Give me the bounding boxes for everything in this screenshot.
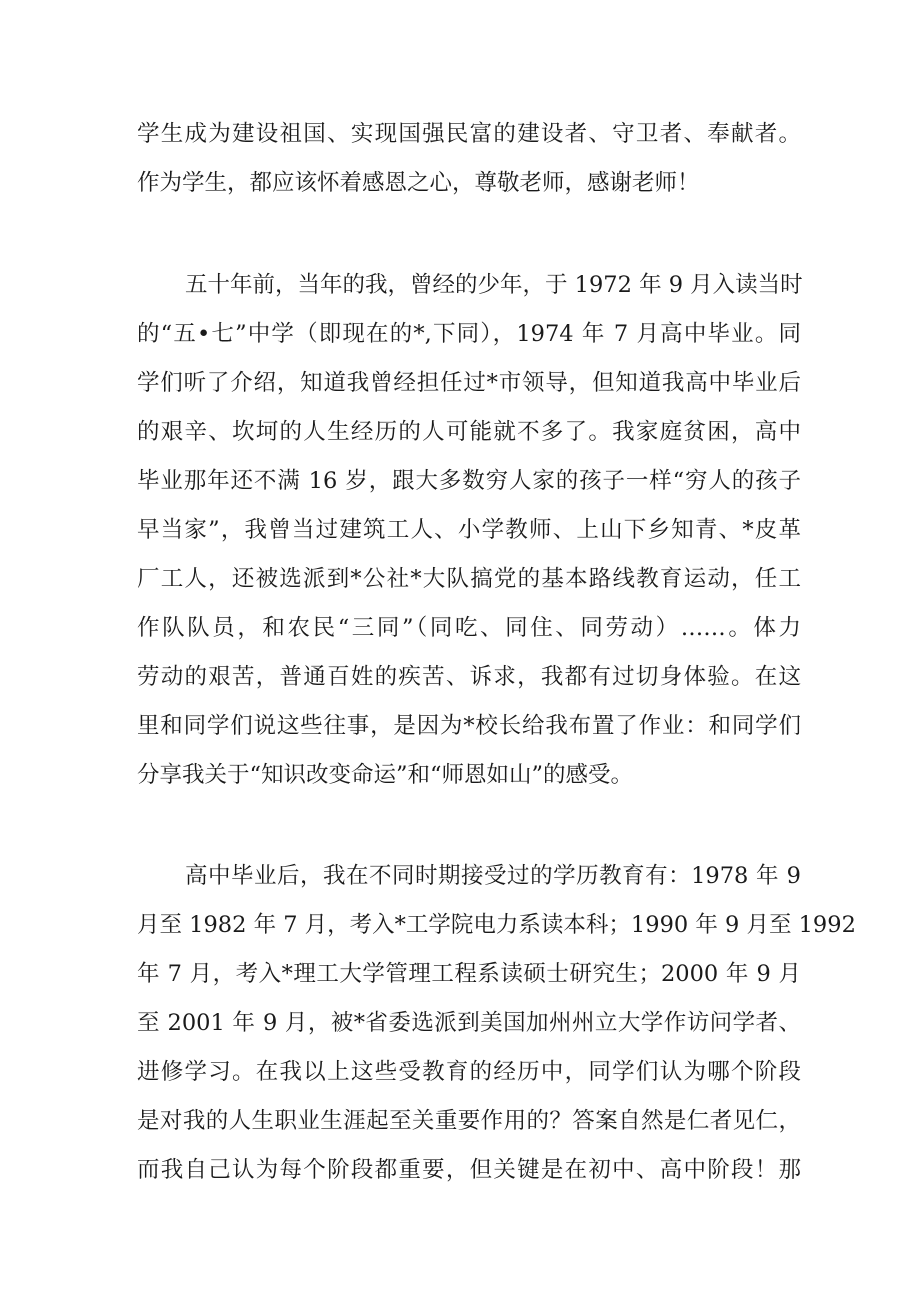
- paragraph-2-line-9: 劳动的艰苦，普通百姓的疾苦、诉求，我都有过切身体验。在这: [137, 664, 801, 690]
- paragraph-3-line-2: 月至 1982 年 7 月，考入*工学院电力系读本科；1990 年 9 月至 1992: [137, 912, 856, 938]
- paragraph-1-line-2: 作为学生，都应该怀着感恩之心，尊敬老师，感谢老师！: [137, 170, 700, 196]
- paragraph-3-line-4: 至 2001 年 9 月，被*省委选派到美国加州州立大学作访问学者、: [137, 1010, 801, 1036]
- paragraph-2-line-6: 早当家”，我曾当过建筑工人、小学教师、上山下乡知青、*皮革: [137, 517, 801, 543]
- paragraph-3-line-1: 高中毕业后，我在不同时期接受过的学历教育有：1978 年 9: [185, 863, 801, 889]
- paragraph-3-line-7: 而我自己认为每个阶段都重要，但关键是在初中、高中阶段！那: [137, 1157, 801, 1183]
- paragraph-2-line-10: 里和同学们说这些往事，是因为*校长给我布置了作业：和同学们: [137, 713, 801, 739]
- paragraph-3-line-3: 年 7 月，考入*理工大学管理工程系读硕士研究生；2000 年 9 月: [137, 961, 801, 987]
- paragraph-3-line-6: 是对我的人生职业生涯起至关重要作用的？答案自然是仁者见仁，: [137, 1108, 801, 1134]
- paragraph-3-line-5: 进修学习。在我以上这些受教育的经历中，同学们认为哪个阶段: [137, 1059, 801, 1085]
- paragraph-2-line-5: 毕业那年还不满 16 岁，跟大多数穷人家的孩子一样“穷人的孩子: [137, 468, 801, 494]
- paragraph-2-line-7: 厂工人，还被选派到*公社*大队搞党的基本路线教育运动，任工: [137, 566, 801, 592]
- paragraph-2-line-1: 五十年前，当年的我，曾经的少年，于 1972 年 9 月入读当时: [185, 272, 803, 298]
- paragraph-2-line-8: 作队队员，和农民“三同”（同吃、同住、同劳动）……。体力: [137, 615, 801, 641]
- paragraph-2-line-2: 的“五•七”中学（即现在的*,下同），1974 年 7 月高中毕业。同: [137, 321, 801, 347]
- paragraph-1-line-1: 学生成为建设祖国、实现国强民富的建设者、守卫者、奉献者。: [137, 121, 801, 147]
- paragraph-2-line-11: 分享我关于“知识改变命运”和“师恩如山”的感受。: [137, 762, 634, 788]
- paragraph-2-line-4: 的艰辛、坎坷的人生经历的人可能就不多了。我家庭贫困，高中: [137, 419, 801, 445]
- paragraph-2-line-3: 学们听了介绍，知道我曾经担任过*市领导，但知道我高中毕业后: [137, 370, 801, 396]
